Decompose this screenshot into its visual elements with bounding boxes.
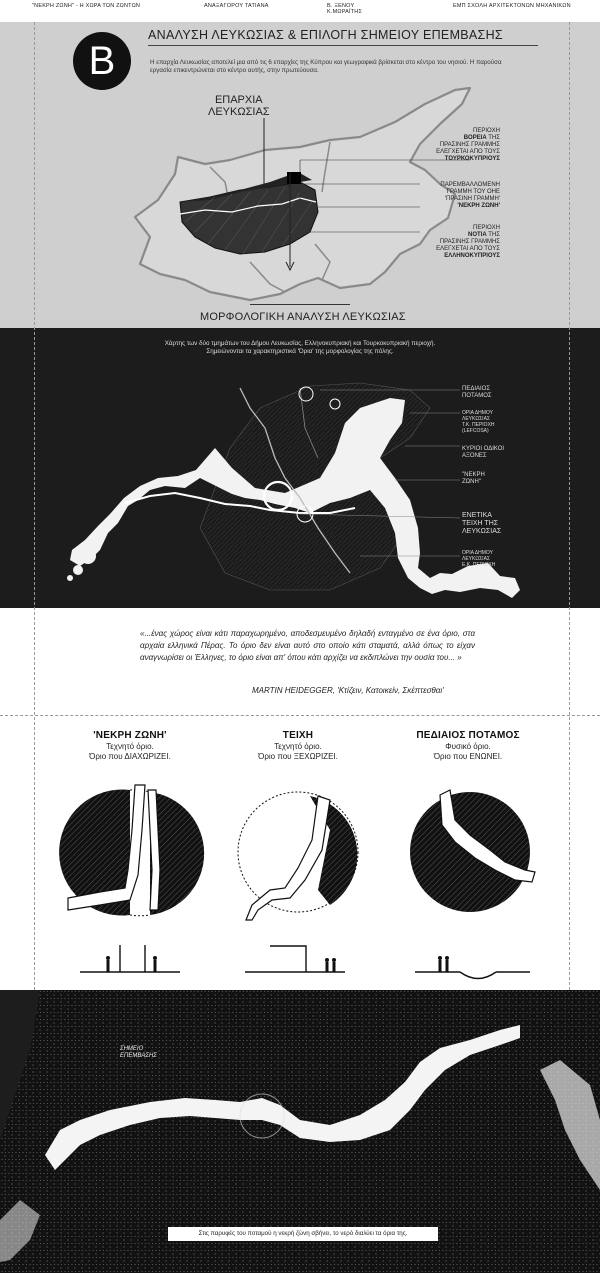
ek-line-3: Ε.Κ. ΠΕΡΙΟΧΗ (462, 562, 496, 568)
morph-caption-line-1: Χάρτης των δύο τμημάτων του Δήμου Λευκωσίας, Ελληνοκυπριακή και Τουρκοκυπριακή περιοχή. (164, 340, 436, 347)
north-line-2: ΒΟΡΕΙΑ (463, 135, 487, 141)
diagram-2-line-2: Όριο που ΞΕΧΩΡΙΖΕΙ. (258, 752, 338, 761)
diagram-1-line-1: Τεχνητό όριο. (106, 742, 154, 751)
diagram-3-title: ΠΕΔΙΑΙΟΣ ΠΟΤΑΜΟΣ (416, 730, 520, 741)
diagram-1-line-2: Όριο που ΔΙΑΧΩΡΙΖΕΙ. (89, 752, 171, 761)
walls-label (462, 512, 501, 536)
zone-line-1: ΠΑΡΕΜΒΑΛΛΟΜΕΝΗ (440, 182, 500, 188)
frame-divider (0, 715, 600, 716)
section-letter-badge: B (73, 32, 131, 90)
eparchia-label (208, 94, 270, 118)
south-line-6: ΕΛΛΗΝΟΚΥΠΡΙΟΥΣ (444, 253, 500, 259)
morph-title-rule (250, 304, 350, 305)
tk-line-4: (LEFCOSA) (462, 428, 489, 434)
header-project: "ΝΕΚΡΗ ΖΩΝΗ" - Η ΧΩΡΑ ΤΩΝ ΖΩΝΤΩΝ (32, 3, 141, 9)
diagram-walls (238, 792, 358, 920)
diagram-1-subtitle (55, 742, 205, 762)
nicosia-morph-map (0, 328, 600, 608)
morph-caption-line-2: Σημειώνονται τα χαρακτηριστικά 'Όρια' της μορφολογίας της πόλης. (206, 348, 394, 355)
diagram-1-title: 'ΝΕΚΡΗ ΖΩΝΗ' (93, 730, 167, 741)
header-tutor-1: Β. ΞΕΝΟΥ (327, 3, 355, 9)
axes-line-2: ΑΞΟΝΕΣ (462, 453, 487, 459)
tk-boundary-label (462, 410, 495, 434)
header-school: ΕΜΠ ΣΧΟΛΗ ΑΡΧΙΤΕΚΤΟΝΩΝ ΜΗΧΑΝΙΚΩΝ (453, 3, 571, 9)
section-title: ΑΝΑΛΥΣΗ ΛΕΥΚΩΣΙΑΣ & ΕΠΙΛΟΓΗ ΣΗΜΕΙΟΥ ΕΠΕΜΒΑΣΗΣ (148, 28, 503, 42)
dead-zone-map-label (462, 472, 485, 486)
header-strip (0, 0, 600, 22)
diagram-3-line-2: Όριο που ΕΝΩΝΕΙ. (433, 752, 503, 761)
south-line-5: ΕΛΕΓΧΕΤΑΙ ΑΠΟ ΤΟΥΣ (436, 246, 500, 252)
river-line-1: ΠΕΔΙΑΙΟΣ (462, 386, 491, 392)
diagram-2-subtitle (223, 742, 373, 762)
river-label (462, 386, 492, 400)
north-line-6: ΤΟΥΡΚΟΚΥΠΡΙΟΥΣ (444, 156, 500, 162)
title-rule (148, 45, 538, 46)
header-student: ΑΝΑΞΑΓΟΡΟΥ ΤΑΤΙΑΝΑ (204, 3, 269, 9)
morphology-map-panel (0, 328, 600, 608)
north-line-5: ΕΛΕΓΧΕΤΑΙ ΑΠΟ ΤΟΥΣ (436, 149, 500, 155)
morph-title: ΜΟΡΦΟΛΟΓΙΚΗ ΑΝΑΛΥΣΗ ΛΕΥΚΩΣΙΑΣ (200, 311, 406, 323)
south-line-2: ΝΟΤΙΑ (468, 232, 487, 238)
diagram-3-subtitle (393, 742, 543, 762)
diagram-2-title: ΤΕΙΧΗ (282, 730, 314, 741)
dead-zone-label (400, 182, 500, 210)
quote-author: MARTIN HEIDEGGER, 'Κτίζειν, Κατοικείν, Σκέπτεσθαι' (252, 686, 444, 695)
ek-line-1: ΟΡΙΑ ΔΗΜΟΥ (462, 550, 493, 556)
cyprus-map-panel (0, 22, 600, 328)
eparchia-line-2: ΛΕΥΚΩΣΙΑΣ (208, 106, 270, 118)
south-line-1: ΠΕΡΙΟΧΗ (472, 225, 500, 231)
dz-line-2: ΖΩΝΗ" (462, 479, 481, 485)
north-line-3: ΤΗΣ (488, 135, 500, 141)
section-sketches (80, 945, 530, 979)
diagram-2-line-1: Τεχνητό όριο. (274, 742, 322, 751)
diagram-3-line-1: Φυσικό όριο. (445, 742, 491, 751)
tk-line-1: ΟΡΙΑ ΔΗΜΟΥ (462, 410, 493, 416)
ek-line-2: ΛΕΥΚΩΣΙΑΣ (462, 556, 490, 562)
site-line-1: ΣΗΜΕΙΟ (120, 1046, 144, 1052)
site-line-2: ΕΠΕΜΒΑΣΗΣ (120, 1053, 157, 1059)
walls-line-1: ΕΝΕΤΙΚΑ (462, 512, 492, 519)
diagram-dead-zone (59, 785, 204, 916)
walls-line-2: ΤΕΙΧΗ ΤΗΣ (462, 520, 499, 527)
zone-line-3: 'ΠΡΑΣΙΝΗ ΓΡΑΜΜΗ' (444, 196, 500, 202)
boundary-diagrams (0, 770, 600, 985)
satellite-caption: Στις παρυφές του ποταμού η νεκρή ζώνη σβήνει, το νερό διαλύει τα όρια της. (168, 1227, 438, 1241)
diagram-river (410, 790, 535, 912)
north-area-label (400, 128, 500, 163)
tk-line-2: ΛΕΥΚΩΣΙΑΣ (462, 416, 490, 422)
north-line-4: ΠΡΑΣΙΝΗΣ ΓΡΑΜΜΗΣ (439, 142, 500, 148)
human-figures (106, 956, 449, 972)
intro-text: Η επαρχία Λευκωσίας αποτελεί μια από τις 6 επαρχίες της Κύπρου και γεωγραφικά βρίσκεται στο κέντρο του νησιού. Η παρούσα εργασία επικεντρώνεται στο κέντρο αυτής, στην πρωτεύουσα. (150, 59, 502, 74)
eparchia-line-1: ΕΠΑΡΧΙΑ (214, 94, 263, 106)
ek-boundary-label (462, 550, 495, 568)
south-line-3: ΤΗΣ (488, 232, 500, 238)
tk-line-3: Τ.Κ. ΠΕΡΙΟΧΗ (462, 422, 495, 428)
axes-label (462, 446, 504, 460)
header-tutor-2: Κ.ΜΩΡΑΪΤΗΣ (327, 9, 363, 15)
south-line-4: ΠΡΑΣΙΝΗΣ ΓΡΑΜΜΗΣ (439, 239, 500, 245)
dz-line-1: "ΝΕΚΡΗ (462, 472, 485, 478)
north-line-1: ΠΕΡΙΟΧΗ (472, 128, 500, 134)
intervention-site-label (120, 1046, 157, 1060)
walls-line-3: ΛΕΥΚΩΣΙΑΣ (462, 528, 502, 535)
river-line-2: ΠΟΤΑΜΟΣ (462, 393, 492, 399)
south-area-label (400, 225, 500, 260)
zone-line-2: ΓΡΑΜΜΗ ΤΟΥ ΟΗΕ (446, 189, 500, 195)
heidegger-quote: «...ένας χώρος είναι κάτι παραχωρημένο, αποδεσμευμένο δηλαδή ενταγμένο σε ένα όριο, στα αρχαία ελληνικά Πέρας. Το όριο δεν είναι αυτό στο οποίο κάτι σταματά, αλλά όπως το είχαν αναγνωρίσει οι Έλληνες, το όριο είναι απ' όπου κάτι αρχίζει να εκδιπλώνει την ουσία του... » (140, 629, 475, 662)
axes-line-1: ΚΥΡΙΟΙ ΟΔΙΚΟΙ (462, 446, 505, 452)
zone-line-4: 'ΝΕΚΡΗ ΖΩΝΗ' (457, 203, 500, 209)
